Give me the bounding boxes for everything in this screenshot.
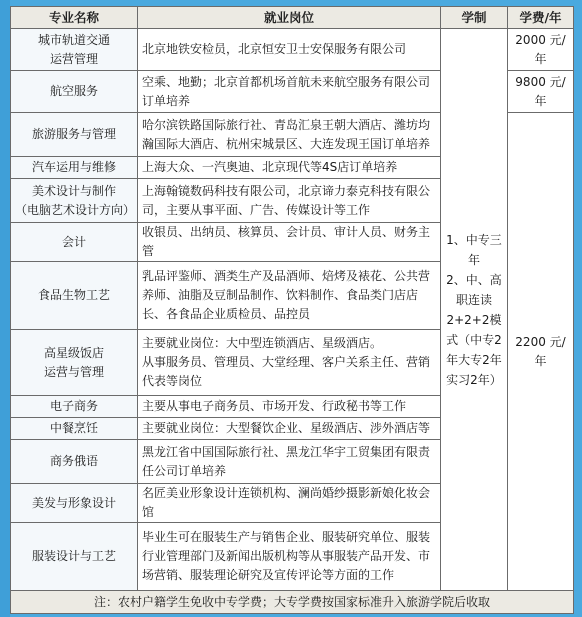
footnote: 注：农村户籍学生免收中专学费；大专学费按国家标准升入旅游学院后收取 [11,591,574,614]
jobs-cell: 毕业生可在服装生产与销售企业、服装研究单位、服装行业管理部门及新闻出版机构等从事服装产品开发、市场营销、服装理论研究及宣传评论等方面的工作 [138,523,441,591]
jobs-cell: 收银员、出纳员、核算员、会计员、审计人员、财务主管 [138,223,441,262]
major-cell: 中餐烹饪 [11,418,138,440]
major-cell: 电子商务 [11,396,138,418]
header-fee: 学费/年 [508,7,574,29]
major-cell: 航空服务 [11,71,138,113]
table-row [11,29,574,71]
major-cell: 商务俄语 [11,440,138,484]
jobs-cell: 哈尔滨铁路国际旅行社、青岛汇泉王朝大酒店、潍坊均瀚国际大酒店、杭州宋城景区、大连发现王国订单培养 [138,113,441,157]
program-table [10,6,574,614]
major-cell: 会计 [11,223,138,262]
fee-cell: 9800 元/年 [508,71,574,113]
major-cell: 服装设计与工艺 [11,523,138,591]
major-cell: 美发与形象设计 [11,484,138,523]
major-cell: 美术设计与制作 （电脑艺术设计方向） [11,179,138,223]
jobs-cell: 主要就业岗位：大型餐饮企业、星级酒店、涉外酒店等 [138,418,441,440]
jobs-cell: 空乘、地勤；北京首都机场首航未来航空服务有限公司订单培养 [138,71,441,113]
header-jobs: 就业岗位 [138,7,441,29]
jobs-cell: 名匠美业形象设计连锁机构、澜尚婚纱摄影新娘化妆会馆 [138,484,441,523]
term-cell: 1、中专三年 2、中、高职连读2+2+2模式（中专2年大专2年实习2年） [441,29,508,591]
jobs-cell: 主要就业岗位：大中型连锁酒店、星级酒店。 从事服务员、管理员、大堂经理、客户关系主任、营销代表等岗位 [138,330,441,396]
fee-cell: 2200 元/年 [508,113,574,591]
jobs-cell: 主要从事电子商务员、市场开发、行政秘书等工作 [138,396,441,418]
major-cell: 汽车运用与维修 [11,157,138,179]
jobs-cell: 上海大众、一汽奥迪、北京现代等4S店订单培养 [138,157,441,179]
note-row [11,591,574,614]
major-cell: 食品生物工艺 [11,262,138,330]
major-cell: 高星级饭店 运营与管理 [11,330,138,396]
fee-cell: 2000 元/年 [508,29,574,71]
jobs-cell: 乳品评鉴师、酒类生产及品酒师、焙烤及裱花、公共营养师、油脂及豆制品制作、饮料制作、食品类门店店长、各食品企业质检员、品控员 [138,262,441,330]
jobs-cell: 黑龙江省中国国际旅行社、黑龙江华宇工贸集团有限责任公司订单培养 [138,440,441,484]
header-major: 专业名称 [11,7,138,29]
jobs-cell: 北京地铁安检员，北京恒安卫士安保服务有限公司 [138,29,441,71]
left-blue-strip [0,0,10,617]
major-cell: 城市轨道交通 运营管理 [11,29,138,71]
major-cell: 旅游服务与管理 [11,113,138,157]
jobs-cell: 上海翰镜数码科技有限公司，北京谛力泰克科技有限公司，主要从事平面、广告、传媒设计等工作 [138,179,441,223]
header-term: 学制 [441,7,508,29]
table-header-row [11,7,574,29]
